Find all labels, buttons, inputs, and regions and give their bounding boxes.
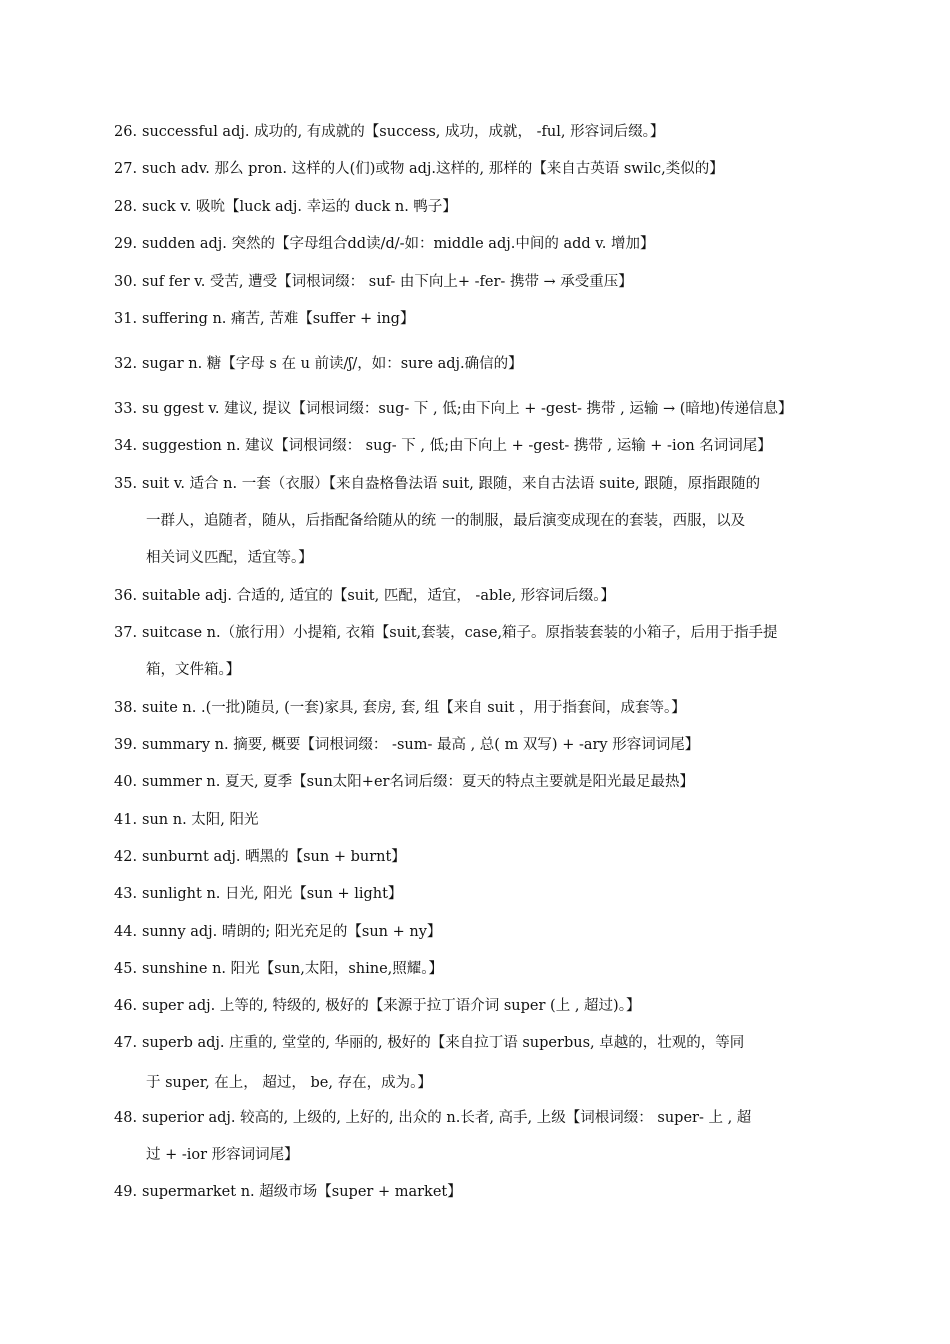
entry-49 — [114, 1182, 844, 1202]
entry-35-continuation: 相关词义匹配，适宜等。】 — [146, 550, 313, 566]
entry-text: such adv. 那么 pron. 这样的人(们)或物 adj.这样的, 那样的【来自古英语 swilc,类似的】 — [142, 161, 724, 177]
entry-text: sunlight n. 日光, 阳光【sun + light】 — [142, 886, 403, 902]
entry-text: successful adj. 成功的, 有成就的【success, 成功，成就， -ful, 形容词后缀。】 — [142, 124, 665, 140]
entry-text: sun n. 太阳, 阳光 — [142, 812, 259, 828]
entry-number: 38. — [114, 700, 138, 716]
entry-text: supermarket n. 超级市场【super + market】 — [142, 1184, 462, 1200]
entry-number: 40. — [114, 774, 138, 790]
entry-47 — [114, 1033, 844, 1053]
entry-28 — [114, 197, 844, 217]
entry-29 — [114, 234, 844, 254]
entry-number: 35. — [114, 476, 138, 492]
entry-number: 36. — [114, 588, 138, 604]
entry-number: 31. — [114, 311, 138, 327]
entry-37 — [114, 623, 844, 643]
entry-33 — [114, 399, 844, 419]
entry-text: suffering n. 痛苦, 苦难【suffer + ing】 — [142, 311, 415, 327]
entry-number: 39. — [114, 737, 138, 753]
entry-number: 43. — [114, 886, 138, 902]
entry-42 — [114, 847, 844, 867]
entry-text: suitable adj. 合适的, 适宜的【suit, 匹配，适宜， -able, 形容词后缀。】 — [142, 588, 615, 604]
entry-26 — [114, 122, 844, 142]
entry-number: 37. — [114, 625, 138, 641]
entry-number: 45. — [114, 961, 138, 977]
entry-35-continuation: 一群人，追随者，随从，后指配备给随从的统 一的制服，最后演变成现在的套装，西服，以及 — [146, 513, 746, 529]
entry-text: suite n. .(一批)随员, (一套)家具, 套房, 套, 组【来自 suit ，用于指套间，成套等。】 — [142, 700, 686, 716]
entry-43 — [114, 884, 844, 904]
entry-41 — [114, 810, 844, 830]
entry-number: 32. — [114, 356, 138, 372]
entry-text: super adj. 上等的, 特级的, 极好的【来源于拉丁语介词 super (上 , 超过)。】 — [142, 998, 641, 1014]
entry-number: 47. — [114, 1035, 138, 1051]
entry-35 — [114, 474, 844, 494]
entry-34 — [114, 436, 844, 456]
entry-number: 26. — [114, 124, 138, 140]
entry-text: superb adj. 庄重的, 堂堂的, 华丽的, 极好的【来自拉丁语 superbus, 卓越的，壮观的，等同 — [142, 1035, 745, 1051]
entry-47-continuation: 于 super, 在上， 超过， be, 存在，成为。】 — [146, 1075, 432, 1091]
entry-39 — [114, 735, 844, 755]
entry-text: sunburnt adj. 晒黑的【sun + burnt】 — [142, 849, 406, 865]
entry-text: su ggest v. 建议, 提议【词根词缀：sug- 下 , 低;由下向上 + -gest- 携带 , 运输 → (暗地)传递信息】 — [142, 401, 793, 417]
entry-text: suf fer v. 受苦, 遭受【词根词缀： suf- 由下向上+ -fer- 携带 → 承受重压】 — [142, 274, 633, 290]
entry-number: 29. — [114, 236, 138, 252]
entry-number: 41. — [114, 812, 138, 828]
entry-32 — [114, 354, 844, 374]
entry-45 — [114, 959, 844, 979]
entry-40 — [114, 772, 844, 792]
entry-44 — [114, 922, 844, 942]
entry-30 — [114, 272, 844, 292]
entry-27 — [114, 159, 844, 179]
entry-text: suck v. 吸吮【luck adj. 幸运的 duck n. 鸭子】 — [142, 199, 457, 215]
entry-number: 34. — [114, 438, 138, 454]
entry-46 — [114, 996, 844, 1016]
entry-38 — [114, 698, 844, 718]
entry-text: sunny adj. 晴朗的; 阳光充足的【sun + ny】 — [142, 924, 442, 940]
entry-number: 28. — [114, 199, 138, 215]
entry-31 — [114, 309, 844, 329]
entry-text: superior adj. 较高的, 上级的, 上好的, 出众的 n.长者, 高手, 上级【词根词缀： super- 上 , 超 — [142, 1110, 752, 1126]
entry-number: 49. — [114, 1184, 138, 1200]
entry-48 — [114, 1108, 844, 1128]
entry-48-continuation: 过 + -ior 形容词词尾】 — [146, 1147, 299, 1163]
entry-text: suitcase n.（旅行用）小提箱, 衣箱【suit,套装，case,箱子。原指装套装的小箱子，后用于指手提 — [142, 625, 778, 641]
entry-36 — [114, 586, 844, 606]
entry-text: sugar n. 糖【字母 s 在 u 前读/ʃ/，如：sure adj.确信的】 — [142, 356, 523, 372]
entry-text: sunshine n. 阳光【sun,太阳，shine,照耀。】 — [142, 961, 444, 977]
entry-text: sudden adj. 突然的【字母组合dd读/d/-如：middle adj.中间的 add v. 增加】 — [142, 236, 655, 252]
entry-number: 48. — [114, 1110, 138, 1126]
entry-text: suit v. 适合 n. 一套（衣服）【来自盎格鲁法语 suit, 跟随，来自古法语 suite, 跟随，原指跟随的 — [142, 476, 761, 492]
entry-text: suggestion n. 建议【词根词缀： sug- 下 , 低;由下向上 + -gest- 携带 , 运输 + -ion 名词词尾】 — [142, 438, 772, 454]
entry-number: 30. — [114, 274, 138, 290]
entry-number: 27. — [114, 161, 138, 177]
entry-text: summary n. 摘要, 概要【词根词缀： -sum- 最高 , 总( m 双写) + -ary 形容词词尾】 — [142, 737, 700, 753]
entry-number: 42. — [114, 849, 138, 865]
entry-number: 33. — [114, 401, 138, 417]
entry-text: summer n. 夏天, 夏季【sun太阳+er名词后缀：夏天的特点主要就是阳光最足最热】 — [142, 774, 694, 790]
entry-37-continuation: 箱，文件箱。】 — [146, 662, 241, 678]
entry-number: 46. — [114, 998, 138, 1014]
entry-number: 44. — [114, 924, 138, 940]
